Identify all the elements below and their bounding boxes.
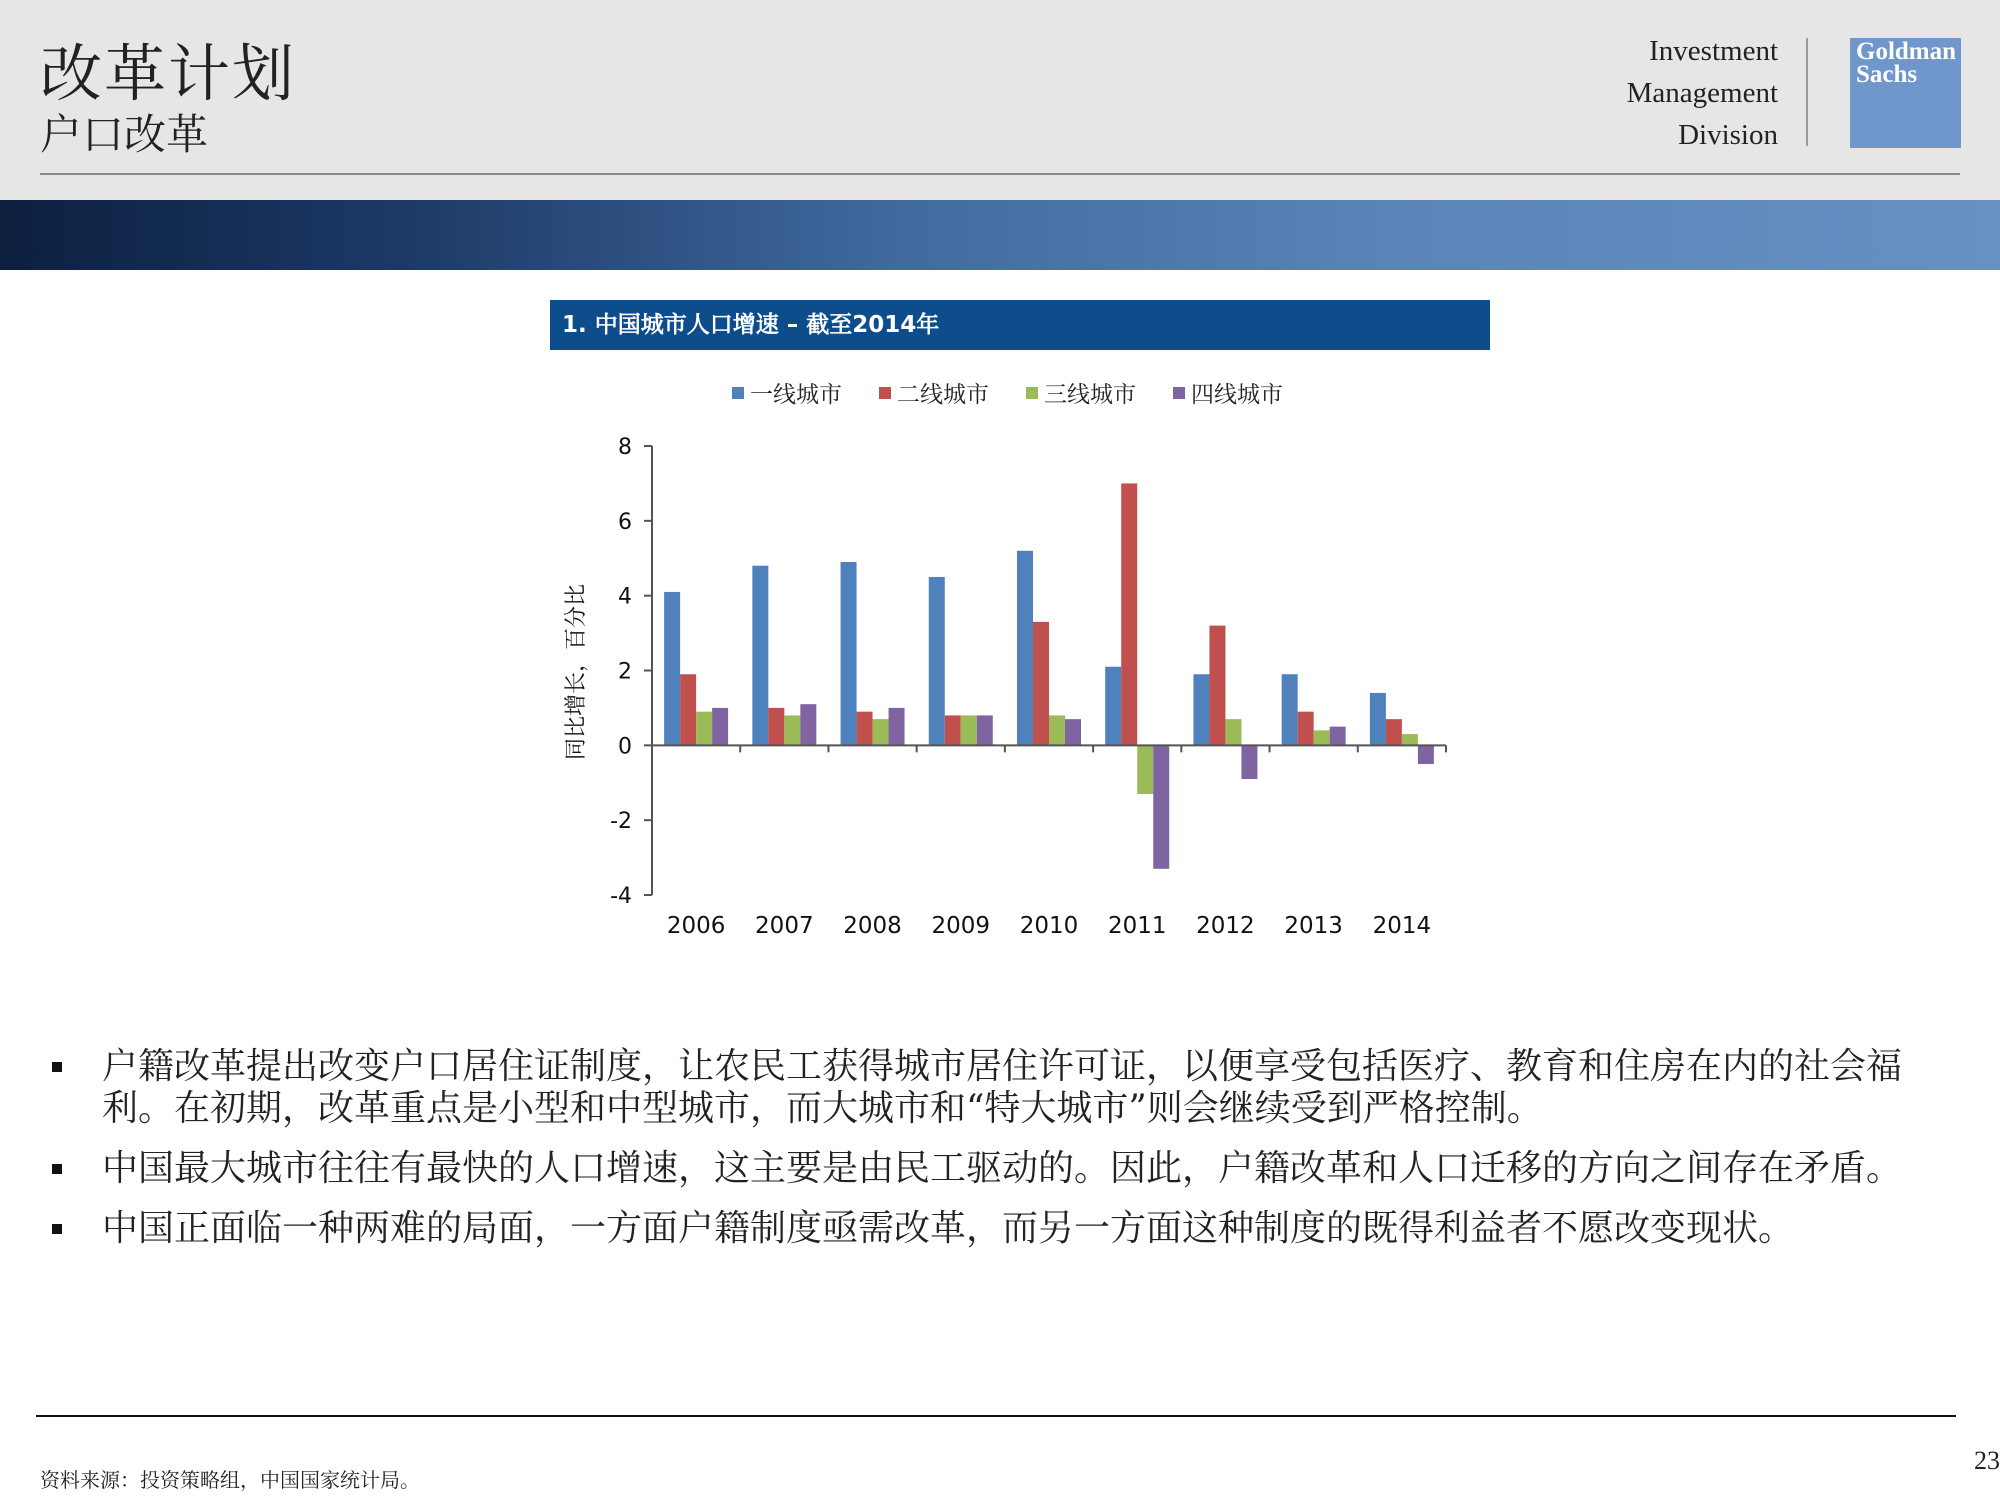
bar-2012-series-4 [1241,745,1257,779]
legend-label-1: 一线城市 [750,382,842,408]
bar-2008-series-3 [873,719,889,745]
y-axis-label: 同比增长，百分比 [564,583,589,761]
page-title: 改革计划 [40,37,297,110]
source-note: 资料来源：投资策略组，中国国家统计局。 [40,1468,420,1492]
bar-2010-series-2 [1033,622,1049,745]
x-tick-label: 2009 [931,913,991,939]
bullet-item [42,1148,1942,1190]
bar-2013-series-2 [1298,712,1314,746]
y-tick-label: 0 [618,734,632,760]
x-tick-label: 2010 [1019,913,1079,939]
bar-2013-series-1 [1282,674,1298,745]
division-line-2: Management [1626,77,1778,109]
bullet-square-icon [52,1062,62,1072]
bar-2006-series-4 [712,708,728,745]
bar-2006-series-2 [680,674,696,745]
bar-2014-series-1 [1370,693,1386,745]
bar-2014-series-4 [1418,745,1434,764]
bar-2009-series-3 [961,715,977,745]
bar-2006-series-1 [664,592,680,745]
bar-2008-series-1 [841,562,857,745]
bar-2010-series-4 [1065,719,1081,745]
x-tick-label: 2011 [1107,913,1167,939]
bullet-item [42,1046,1942,1130]
bullet-text: 中国最大城市往往有最快的人口增速，这主要是由民工驱动的。因此，户籍改革和人口迁移的方向之间存在矛盾。 [102,1148,1903,1189]
y-tick-label: -4 [610,884,632,909]
y-tick-label: 8 [618,435,632,460]
bar-2010-series-1 [1017,551,1033,746]
x-tick-label: 2012 [1196,913,1255,939]
legend-label-2: 二线城市 [897,382,989,408]
bar-2012-series-1 [1193,674,1209,745]
chart-title-bar: 1. 中国城市人口增速 – 截至2014年 [550,300,1490,350]
legend-swatch-4 [1173,387,1185,399]
page-subtitle: 户口改革 [40,110,209,159]
y-tick-label: 2 [618,659,632,685]
bullet-list [42,1046,1942,1268]
x-tick-label: 2013 [1284,913,1343,939]
bar-2009-series-1 [929,577,945,745]
bar-2014-series-3 [1402,734,1418,745]
legend-swatch-2 [879,387,891,399]
bar-2014-series-2 [1386,719,1402,745]
y-tick-label: -2 [610,809,632,835]
division-line-3: Division [1678,119,1778,151]
bar-2006-series-3 [696,712,712,746]
bar-2011-series-2 [1121,483,1137,745]
bullet-item [42,1208,1942,1250]
bar-2012-series-2 [1209,626,1225,746]
x-tick-label: 2006 [666,913,726,939]
y-tick-label: 6 [618,509,632,535]
bar-2009-series-4 [977,715,993,745]
x-tick-label: 2007 [755,913,814,939]
x-tick-label: 2008 [843,913,902,939]
page-number: 23 [1974,1446,2000,1475]
bar-2008-series-4 [889,708,905,745]
y-tick-label: 4 [618,584,632,610]
footer-rule [36,1415,1956,1417]
bullet-square-icon [52,1164,62,1174]
bullet-square-icon [52,1224,62,1234]
bar-2012-series-3 [1225,719,1241,745]
bar-2007-series-3 [784,715,800,745]
bar-2009-series-2 [945,715,961,745]
logo-text: Goldman Sachs [1856,38,1957,88]
legend-swatch-1 [732,387,744,399]
bar-2011-series-4 [1153,745,1169,868]
division-line-1: Investment [1649,35,1778,67]
bar-2011-series-1 [1105,667,1121,746]
x-tick-label: 2014 [1372,913,1432,939]
bar-2011-series-3 [1137,745,1153,794]
legend-swatch-3 [1026,387,1038,399]
bullet-text: 户籍改革提出改变户口居住证制度，让农民工获得城市居住许可证，以便享受包括医疗、教育和住房在内的社会福利。在初期，改革重点是小型和中型城市，而大城市和“特大城市”则会继续受到严格控制。 [102,1046,1903,1129]
bar-2007-series-1 [752,566,768,746]
bar-2013-series-3 [1314,730,1330,745]
bar-2013-series-4 [1330,727,1346,746]
bar-2007-series-4 [800,704,816,745]
bar-2010-series-3 [1049,715,1065,745]
bar-2008-series-2 [857,712,873,746]
legend-label-3: 三线城市 [1044,382,1136,408]
legend-label-4: 四线城市 [1191,382,1283,408]
bullet-text: 中国正面临一种两难的局面，一方面户籍制度亟需改革，而另一方面这种制度的既得利益者不愿改变现状。 [102,1208,1795,1249]
bar-2007-series-2 [768,708,784,745]
